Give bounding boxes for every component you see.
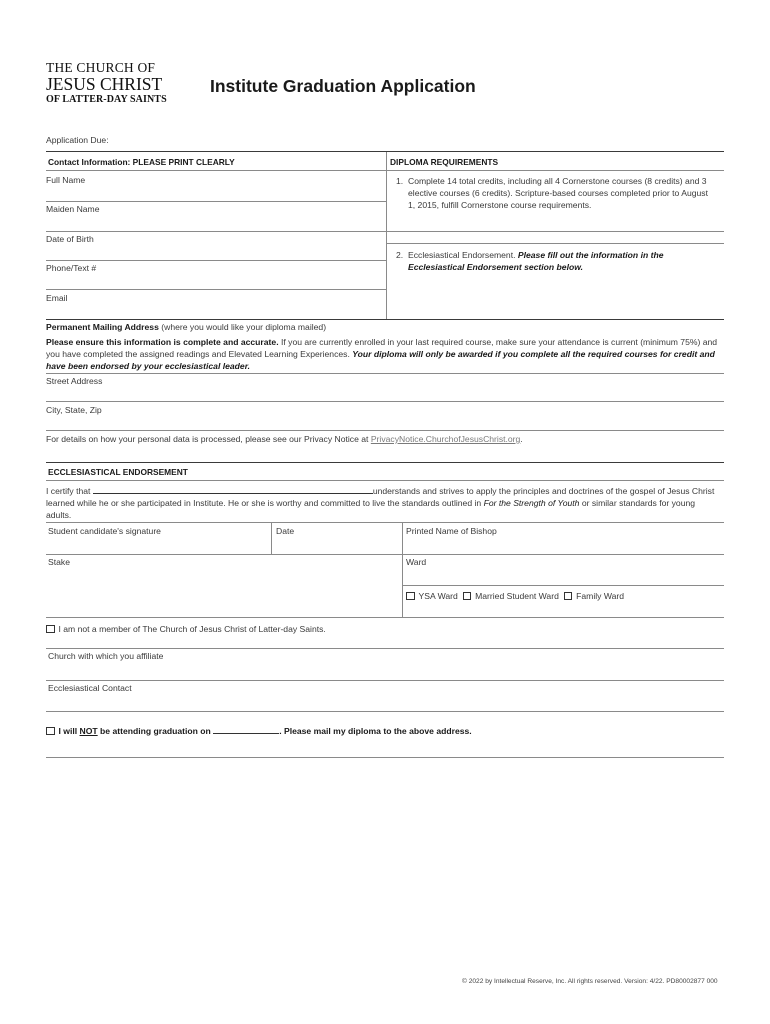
requirement-2-instruction: Please fill out the information in the Ecclesiastical Endorsement section below. xyxy=(408,250,664,272)
full-name-field[interactable] xyxy=(46,201,386,202)
maiden-name-label: Maiden Name xyxy=(46,204,100,214)
non-member-option xyxy=(46,624,326,634)
family-ward-checkbox[interactable] xyxy=(564,592,573,601)
stake-label: Stake xyxy=(48,557,70,567)
mailing-heading-note: (where you would like your diploma mailed) xyxy=(161,322,327,332)
contact-heading: Contact Information: PLEASE PRINT CLEARLY xyxy=(48,157,235,167)
mailing-heading xyxy=(46,322,726,334)
not-attending-not: NOT xyxy=(79,726,98,736)
diploma-heading-rule xyxy=(386,170,724,171)
not-attending-checkbox[interactable] xyxy=(46,727,55,736)
privacy-text: For details on how your personal data is processed, please see our Privacy Notice at xyxy=(46,434,369,444)
ysa-ward-label: YSA Ward xyxy=(418,591,458,601)
non-member-rule xyxy=(46,648,724,649)
married-ward-label: Married Student Ward xyxy=(475,591,559,601)
dob-label: Date of Birth xyxy=(46,234,94,244)
certify-end: or similar standards for young adults. xyxy=(46,497,696,520)
city-state-zip-field[interactable] xyxy=(46,430,724,431)
privacy-end: . xyxy=(520,434,523,444)
mailing-ensure-text: If you are currently enrolled in your last required course, make sure your attendance is current (minimum 75%) and you have completed the assigned readings and Elevated Learning Experiences. xyxy=(46,337,718,359)
copyright-footer: © 2022 by Intellectual Reserve, Inc. All rights reserved. Version: 4/22. PD80002877 000 xyxy=(462,978,718,985)
mailing-ensure-italic: Your diploma will only be awarded if you complete all the required courses for credit and have been endorsed by your ecclesiastical leader. xyxy=(46,348,715,371)
contact-heading-rule xyxy=(46,170,386,171)
requirement-1-number: 1. xyxy=(396,176,404,186)
not-attending-part3: . Please mail my diploma to the above address. xyxy=(279,726,472,736)
full-name-label: Full Name xyxy=(46,175,86,185)
not-attending-option xyxy=(46,726,472,736)
signature-row-field[interactable] xyxy=(46,554,724,555)
stake-field[interactable] xyxy=(46,617,724,618)
city-state-zip-label: City, State, Zip xyxy=(46,405,102,415)
non-member-checkbox[interactable] xyxy=(46,625,55,634)
phone-field[interactable] xyxy=(46,289,386,290)
not-attending-part1: I will xyxy=(58,726,78,736)
signature-label: Student candidate's signature xyxy=(48,526,161,536)
church-logo xyxy=(46,61,167,105)
mailing-ensure-bold: Please ensure this information is complete and accurate. xyxy=(46,337,279,347)
requirement-divider xyxy=(386,243,724,244)
married-ward-checkbox[interactable] xyxy=(463,592,472,601)
endorsement-heading-rule xyxy=(46,480,724,481)
logo-line-2: JESUS CHRIST xyxy=(46,73,163,94)
graduation-date-field[interactable] xyxy=(213,733,279,734)
application-due-label: Application Due: xyxy=(46,135,109,145)
ecclesiastical-contact-field[interactable] xyxy=(46,711,724,712)
phone-label: Phone/Text # xyxy=(46,263,97,273)
mailing-heading-bold: Permanent Mailing Address xyxy=(46,322,159,332)
requirement-2-lead: Ecclesiastical Endorsement. xyxy=(408,250,516,260)
mailing-instructions-rule xyxy=(46,373,724,374)
signature-date-divider xyxy=(271,522,272,554)
privacy-notice xyxy=(46,434,523,444)
email-label: Email xyxy=(46,293,68,303)
ecclesiastical-contact-label: Ecclesiastical Contact xyxy=(48,683,132,693)
certify-statement xyxy=(46,486,722,521)
church-affiliate-label: Church with which you affiliate xyxy=(48,651,164,661)
date-label: Date xyxy=(276,526,295,536)
requirement-1-text: Complete 14 total credits, including all 4 Cornerstone courses (8 credits) and 3 elective courses (6 credits). Scripture-based courses completed prior to August 1, 2015, fulfill Cornerstone course requirements. xyxy=(408,176,708,210)
dob-field[interactable] xyxy=(46,260,386,261)
street-address-field[interactable] xyxy=(46,401,724,402)
column-divider xyxy=(386,152,387,319)
certify-italic: For the Strength of Youth xyxy=(483,497,580,508)
candidate-name-field[interactable] xyxy=(93,493,373,494)
church-affiliate-field[interactable] xyxy=(46,680,724,681)
privacy-link[interactable]: PrivacyNotice.ChurchofJesusChrist.org xyxy=(370,434,521,444)
ward-field[interactable] xyxy=(402,585,724,586)
certify-start: I certify that xyxy=(46,486,91,496)
family-ward-label: Family Ward xyxy=(576,591,625,601)
bishop-column-divider xyxy=(402,522,403,617)
logo-line-1: THE CHURCH OF xyxy=(46,60,156,75)
non-member-label: I am not a member of The Church of Jesus Christ of Latter-day Saints. xyxy=(58,624,326,634)
street-address-label: Street Address xyxy=(46,376,103,386)
not-attending-rule xyxy=(46,757,724,758)
endorsement-top-rule xyxy=(46,462,724,463)
mailing-instructions xyxy=(46,337,726,372)
maiden-name-field[interactable] xyxy=(46,231,724,232)
not-attending-part2: be attending graduation on xyxy=(100,726,211,736)
bishop-name-label: Printed Name of Bishop xyxy=(406,526,497,536)
top-section-rule xyxy=(46,151,724,152)
requirement-2-text xyxy=(408,250,716,274)
certify-text: understands and strives to apply the principles and doctrines of the gospel of Jesus Christ learned while he or she participated in Institute. He or she is worthy and committed to live the standards outlined in xyxy=(46,486,715,508)
requirement-2-number: 2. xyxy=(396,250,404,260)
endorsement-heading: ECCLESIASTICAL ENDORSEMENT xyxy=(48,467,188,477)
ward-label: Ward xyxy=(406,557,427,567)
logo-line-3: OF LATTER-DAY SAINTS xyxy=(46,94,167,105)
email-field[interactable] xyxy=(46,319,724,320)
form-title: Institute Graduation Application xyxy=(210,76,476,96)
certify-rule xyxy=(46,522,724,523)
diploma-heading: DIPLOMA REQUIREMENTS xyxy=(390,157,499,167)
ward-type-options xyxy=(406,591,624,601)
ysa-ward-checkbox[interactable] xyxy=(406,592,415,601)
